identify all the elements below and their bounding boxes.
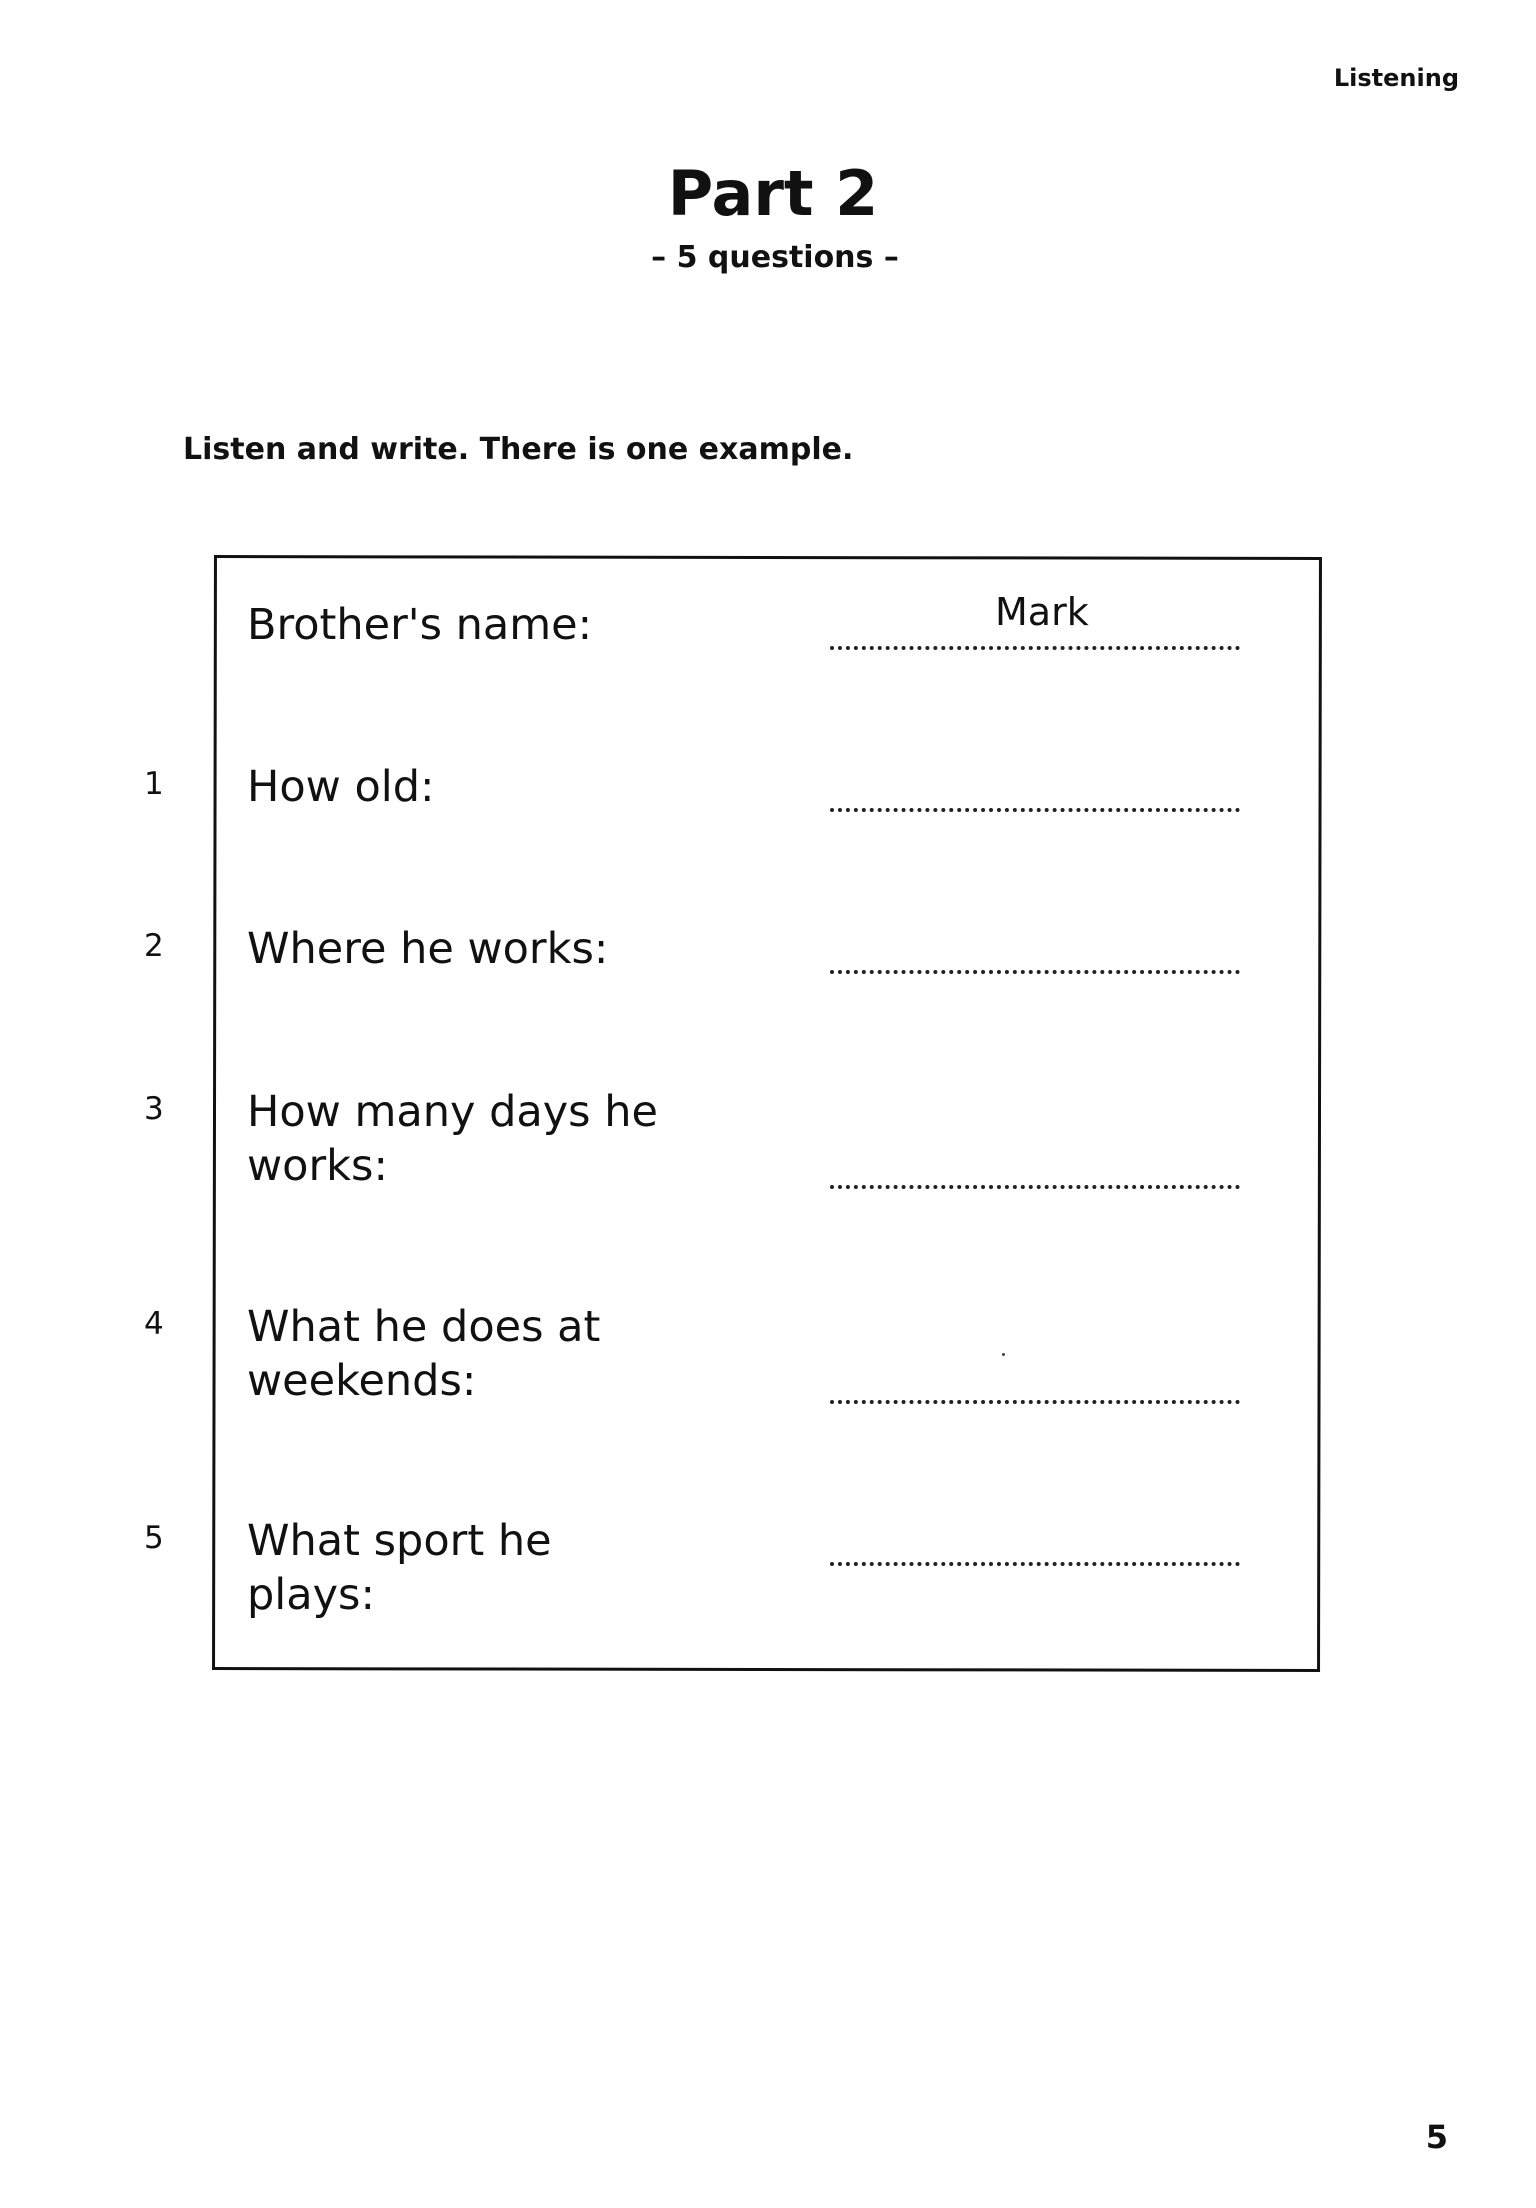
question-number: 5 bbox=[144, 1520, 164, 1556]
question-number: 3 bbox=[144, 1091, 164, 1127]
answer-line-1[interactable] bbox=[830, 804, 1240, 812]
title-block bbox=[0, 158, 1536, 276]
question-label: How many days he works: bbox=[247, 1087, 658, 1191]
question-label: What sport he plays: bbox=[247, 1516, 552, 1620]
example-answer: Mark bbox=[995, 590, 1089, 634]
answer-line-3[interactable] bbox=[830, 1181, 1240, 1189]
question-label: How old: bbox=[247, 762, 435, 812]
answer-line-4[interactable] bbox=[830, 1396, 1240, 1404]
example-label: Brother's name: bbox=[247, 600, 593, 650]
answer-line-2[interactable] bbox=[830, 966, 1240, 974]
question-number: 1 bbox=[144, 766, 164, 802]
question-number: 4 bbox=[144, 1306, 164, 1342]
section-label: Listening bbox=[1333, 64, 1459, 92]
question-number: 2 bbox=[144, 928, 164, 964]
answer-line-5[interactable] bbox=[830, 1558, 1240, 1566]
part-title: Part 2 bbox=[667, 157, 879, 230]
question-label: What he does at weekends: bbox=[247, 1302, 601, 1406]
page-number: 5 bbox=[1425, 2118, 1448, 2156]
instruction-text: Listen and write. There is one example. bbox=[183, 432, 854, 467]
example-answer-line bbox=[830, 642, 1240, 650]
part-subtitle: – 5 questions – bbox=[651, 240, 899, 275]
stray-mark bbox=[1002, 1353, 1005, 1356]
question-label: Where he works: bbox=[247, 924, 609, 974]
